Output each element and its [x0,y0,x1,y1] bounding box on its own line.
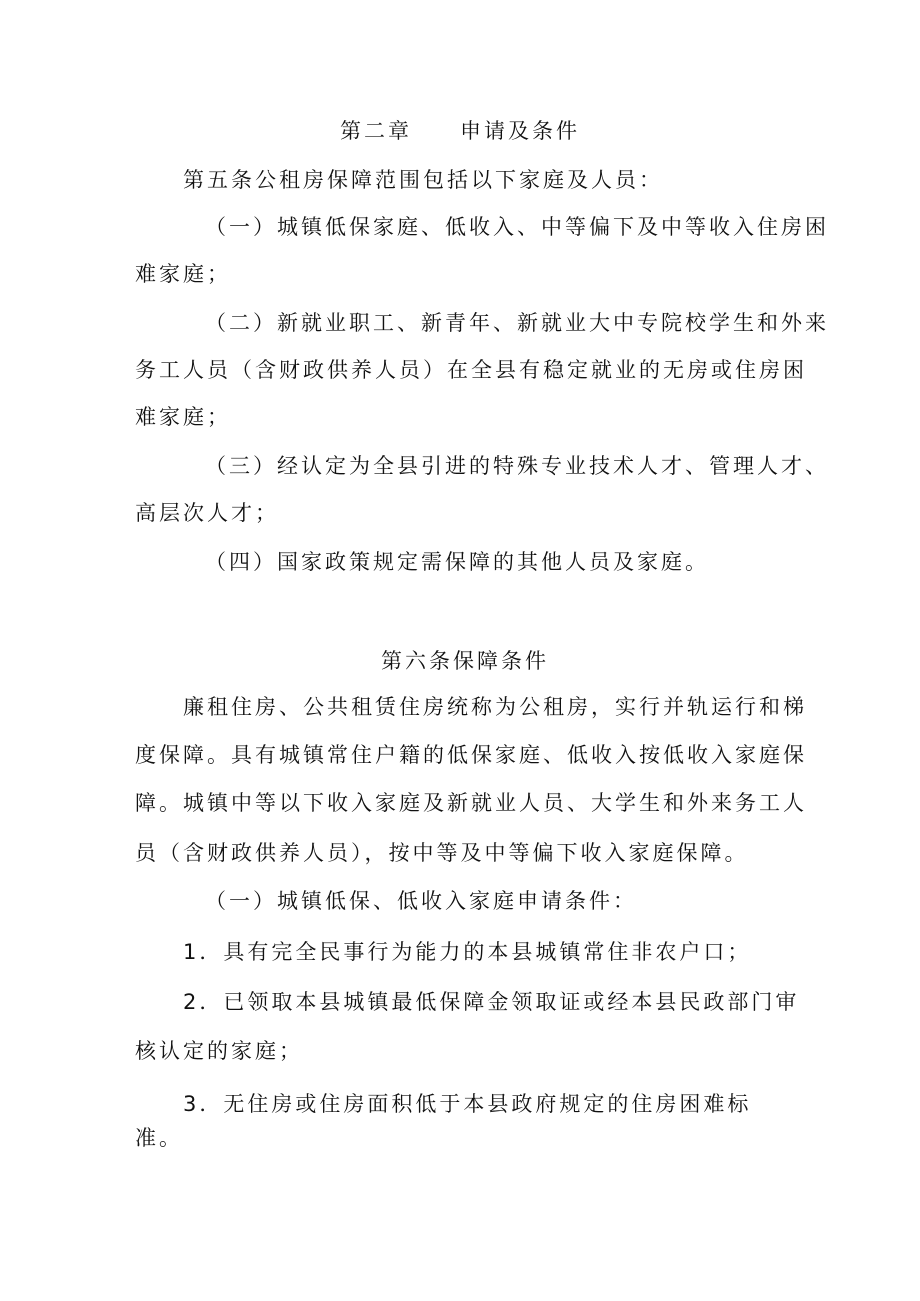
article5-item-3-line-2: 高层次人才； [135,501,279,525]
article6-paragraph-line-1: 廉租住房、公共租赁住房统称为公租房，实行并轨运行和梯 [183,695,807,719]
article5-heading: 第五条公租房保障范围包括以下家庭及人员： [183,168,663,192]
article5-item-2-line-2: 务工人员（含财政供养人员）在全县有稳定就业的无房或住房困 [135,358,807,382]
condition-3-line-2: 准。 [135,1126,183,1150]
article5-item-4-line-1: （四）国家政策规定需保障的其他人员及家庭。 [205,550,709,574]
article5-item-2-line-3: 难家庭； [135,405,231,429]
condition-1-line-1: 1．具有完全民事行为能力的本县城镇常住非农户口； [183,940,752,964]
chapter-title [0,117,920,145]
condition-3-line-1: 3．无住房或住房面积低于本县政府规定的住房困难标 [183,1092,752,1116]
chapter-heading: 申请及条件 [460,119,580,143]
article6-paragraph-line-2: 度保障。具有城镇常住户籍的低保家庭、低收入按低收入家庭保 [135,743,807,767]
article6-heading: 第六条保障条件 [381,649,549,673]
chapter-number: 第二章 [340,119,412,143]
condition-2-line-1: 2．已领取本县城镇最低保障金领取证或经本县民政部门审 [183,990,800,1014]
article5-item-3-line-1: （三）经认定为全县引进的特殊专业技术人才、管理人才、 [205,454,829,478]
article5-item-1-line-1: （一）城镇低保家庭、低收入、中等偏下及中等收入住房困 [205,215,829,239]
condition-2-line-2: 核认定的家庭； [135,1039,303,1063]
article5-item-2-line-1: （二）新就业职工、新青年、新就业大中专院校学生和外来 [205,311,829,335]
article6-subheading: （一）城镇低保、低收入家庭申请条件： [205,889,637,913]
article5-item-1-line-2: 难家庭； [135,262,231,286]
article6-paragraph-line-3: 障。城镇中等以下收入家庭及新就业人员、大学生和外来务工人 [135,791,807,815]
article6-paragraph-line-4: 员（含财政供养人员），按中等及中等偏下收入家庭保障。 [135,841,749,865]
